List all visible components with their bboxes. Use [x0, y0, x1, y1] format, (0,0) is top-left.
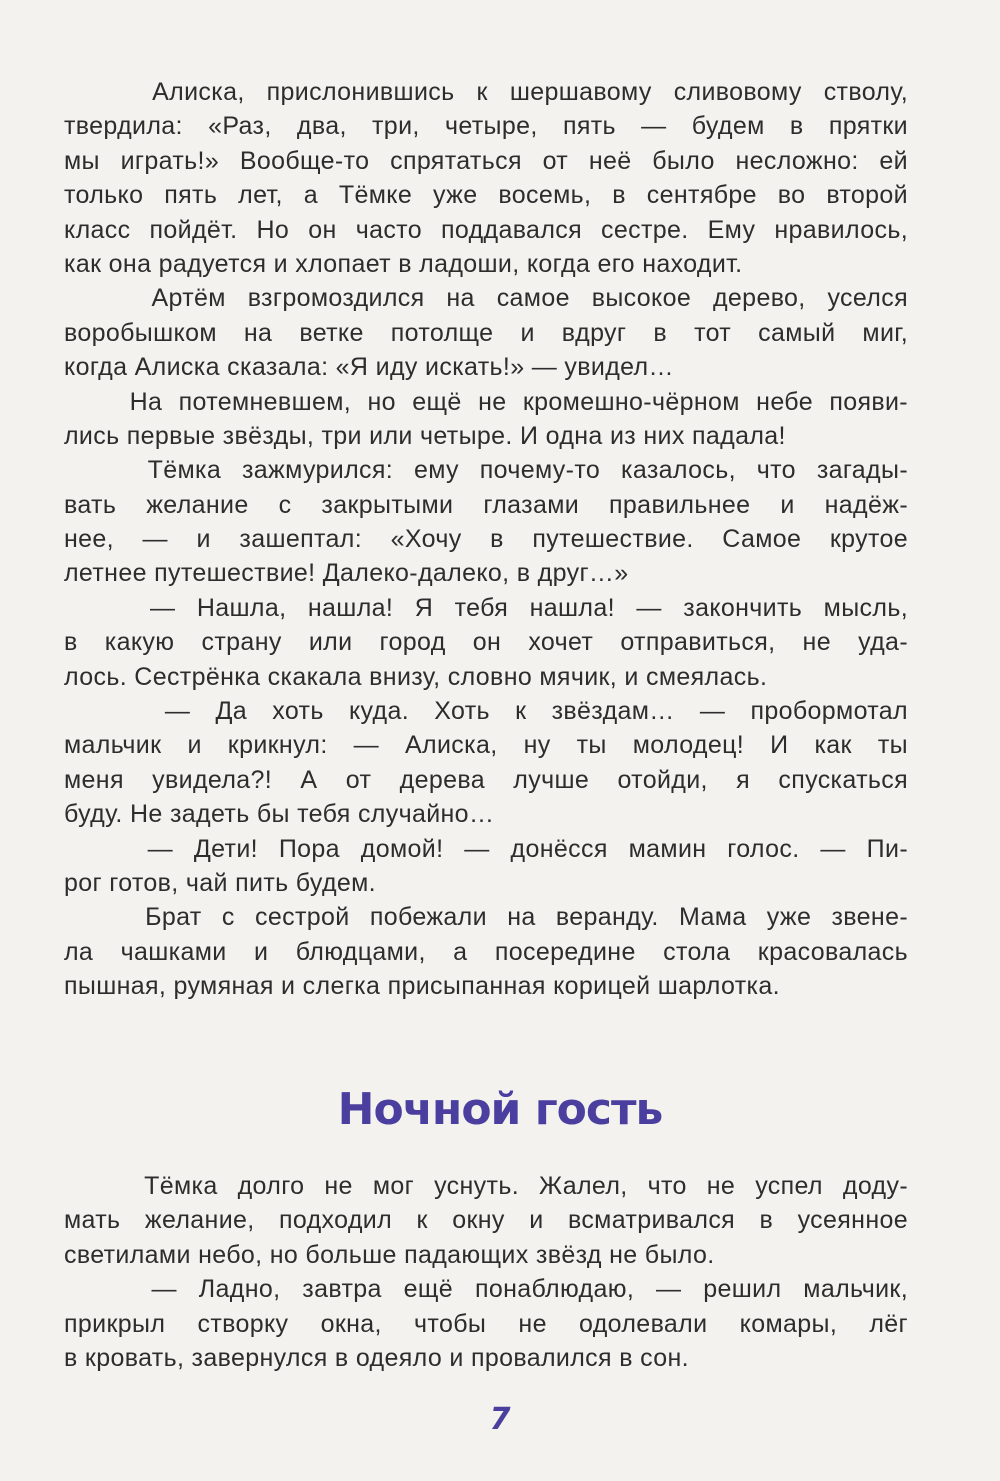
text-line: только пять лет, а Тёмке уже восемь, в сентябре во второй [64, 181, 908, 210]
text-line: в какую страну или город он хочет отправиться, не уда- [64, 628, 908, 657]
text-line: класс пойдёт. Но он часто поддавался сестре. Ему нравилось, [64, 215, 908, 244]
text-line: Тёмка долго не мог уснуть. Жалел, что не успел доду- [64, 1172, 908, 1200]
text-section-1 [64, 75, 908, 1004]
text-line: в кровать, завернулся в одеяло и провалился в сон. [64, 1343, 689, 1372]
text-line: мать желание, подходил к окну и всматривался в усеянное [64, 1206, 908, 1235]
text-line: Алиска, прислонившись к шершавому сливовому стволу, [64, 78, 908, 106]
text-line: На потемневшем, но ещё не кромешно-чёрном небе появи- [64, 387, 908, 416]
text-line: Тёмка зажмурился: ему почему-то казалось, что загады- [64, 456, 908, 485]
text-line: летнее путешествие! Далеко-далеко, в друг…» [64, 559, 629, 588]
text-line: Брат с сестрой побежали на веранду. Мама уже звене- [64, 903, 908, 932]
page-number: 7 [489, 1402, 511, 1437]
text-line: ла чашками и блюдцами, а посередине стола красовалась [64, 937, 908, 966]
text-line: пышная, румяная и слегка присыпанная корицей шарлотка. [64, 972, 780, 1001]
chapter-title: Ночной гость [337, 1084, 663, 1135]
text-line: — Нашла, нашла! Я тебя нашла! — закончить мысль, [64, 593, 908, 622]
text-line: — Ладно, завтра ещё понаблюдаю, — решил мальчик, [64, 1275, 908, 1304]
text-line: лись первые звёзды, три или четыре. И одна из них падала! [64, 421, 786, 450]
text-line: — Дети! Пора домой! — донёсся мамин голос. — Пи- [64, 834, 908, 863]
text-line: лось. Сестрёнка скакала внизу, словно мячик, и смеялась. [64, 662, 768, 691]
text-line: мальчик и крикнул: — Алиска, ну ты молодец! И как ты [64, 731, 908, 760]
text-line: когда Алиска сказала: «Я иду искать!» — увидел… [64, 353, 674, 382]
text-line: — Да хоть куда. Хоть к звёздам… — пробормотал [64, 697, 908, 726]
text-line: светилами небо, но больше падающих звёзд не было. [64, 1240, 715, 1269]
text-line: рог готов, чай пить будем. [64, 868, 376, 897]
text-line: твердила: «Раз, два, три, четыре, пять — будем в прятки [64, 112, 908, 141]
text-line: прикрыл створку окна, чтобы не одолевали комары, лёг [64, 1309, 908, 1338]
text-line: мы играть!» Вообще-то спрятаться от неё было несложно: ей [64, 146, 908, 175]
text-line: как она радуется и хлопает в ладоши, когда его находит. [64, 249, 743, 278]
text-line: буду. Не задеть бы тебя случайно… [64, 800, 495, 829]
text-line: меня увидела?! А от дерева лучше отойди, я спускаться [64, 765, 908, 794]
text-line: нее, — и зашептал: «Хочу в путешествие. Самое крутое [64, 525, 908, 554]
text-line: воробышком на ветке потолще и вдруг в тот самый миг, [64, 318, 908, 347]
text-line: Артём взгромоздился на самое высокое дерево, уселся [64, 284, 908, 313]
text-section-2 [64, 1169, 908, 1375]
text-line: вать желание с закрытыми глазами правильнее и надёж- [64, 490, 908, 519]
